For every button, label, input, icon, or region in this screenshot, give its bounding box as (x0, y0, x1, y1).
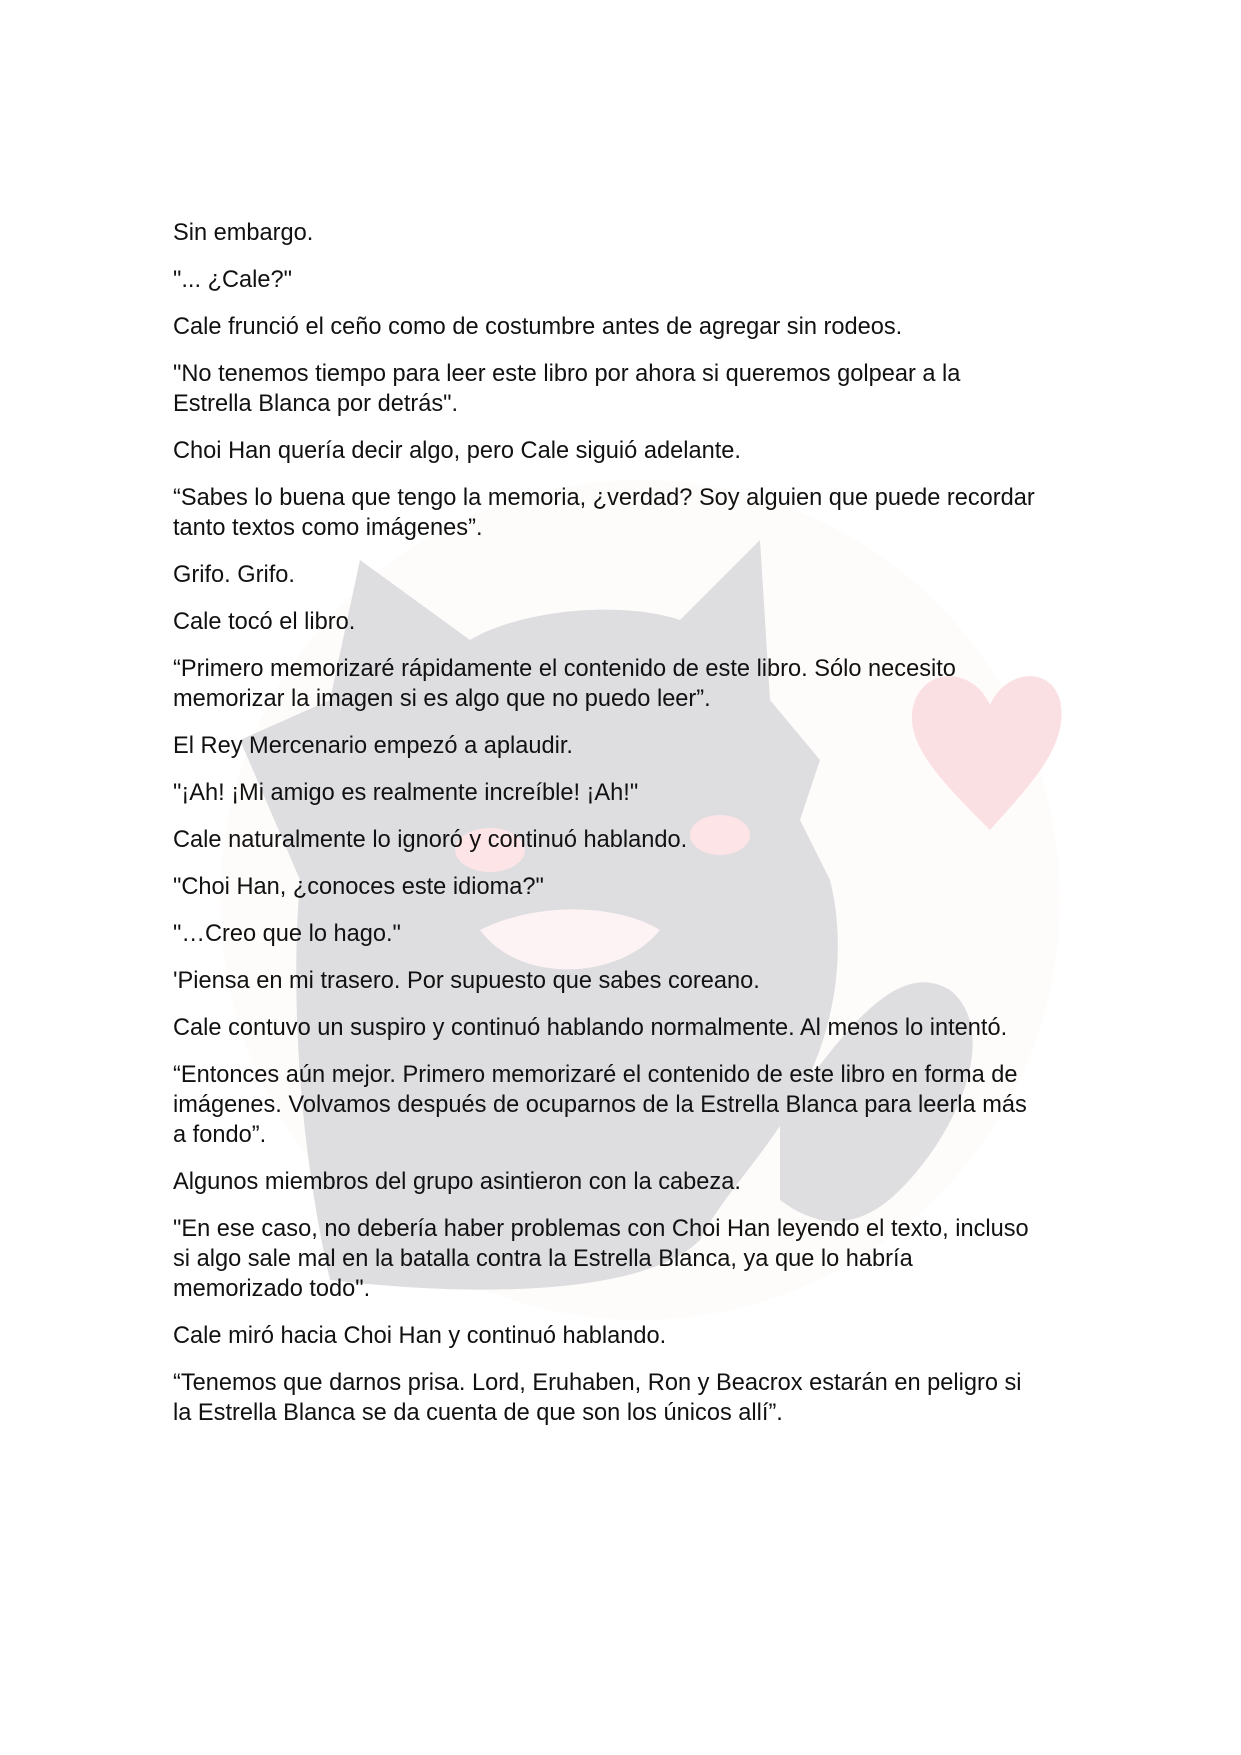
paragraph (173, 825, 1093, 855)
text-line: Sin embargo. (173, 220, 314, 246)
paragraph (173, 872, 1093, 902)
text-line: El Rey Mercenario empezó a aplaudir. (173, 733, 573, 759)
document-body (173, 218, 1093, 1445)
paragraph (173, 1214, 1093, 1304)
text-line: Estrella Blanca por detrás". (173, 391, 459, 417)
text-line: Cale naturalmente lo ignoró y continuó hablando. (173, 827, 688, 853)
paragraph (173, 731, 1093, 761)
paragraph (173, 265, 1093, 295)
paragraph (173, 654, 1093, 714)
paragraph (173, 218, 1093, 248)
text-line: la Estrella Blanca se da cuenta de que son los únicos allí”. (173, 1400, 783, 1426)
text-line: memorizar la imagen si es algo que no puedo leer”. (173, 686, 711, 712)
text-line: memorizado todo". (173, 1276, 371, 1302)
text-line: "... ¿Cale?" (173, 267, 293, 293)
paragraph (173, 1321, 1093, 1351)
text-line: “Tenemos que darnos prisa. Lord, Eruhaben, Ron y Beacrox estarán en peligro si (173, 1370, 1022, 1396)
paragraph (173, 436, 1093, 466)
paragraph (173, 1167, 1093, 1197)
text-line: “Sabes lo buena que tengo la memoria, ¿verdad? Soy alguien que puede recordar (173, 485, 1035, 511)
paragraph (173, 560, 1093, 590)
paragraph (173, 607, 1093, 637)
text-line: “Entonces aún mejor. Primero memorizaré el contenido de este libro en forma de (173, 1062, 1018, 1088)
text-line: si algo sale mal en la batalla contra la Estrella Blanca, ya que lo habría (173, 1246, 913, 1272)
text-line: "¡Ah! ¡Mi amigo es realmente increíble! ¡Ah!" (173, 780, 639, 806)
paragraph (173, 778, 1093, 808)
text-line: "Choi Han, ¿conoces este idioma?" (173, 874, 544, 900)
paragraph (173, 966, 1093, 996)
paragraph (173, 919, 1093, 949)
text-line: "No tenemos tiempo para leer este libro por ahora si queremos golpear a la (173, 361, 961, 387)
text-line: Cale tocó el libro. (173, 609, 356, 635)
paragraph (173, 1368, 1093, 1428)
paragraph (173, 1060, 1093, 1150)
paragraph (173, 1013, 1093, 1043)
text-line: "…Creo que lo hago." (173, 921, 401, 947)
paragraph (173, 483, 1093, 543)
text-line: Choi Han quería decir algo, pero Cale siguió adelante. (173, 438, 741, 464)
text-line: tanto textos como imágenes”. (173, 515, 483, 541)
text-line: Cale contuvo un suspiro y continuó hablando normalmente. Al menos lo intentó. (173, 1015, 1008, 1041)
text-line: Algunos miembros del grupo asintieron con la cabeza. (173, 1169, 741, 1195)
paragraph (173, 359, 1093, 419)
text-line: Grifo. Grifo. (173, 562, 295, 588)
text-line: “Primero memorizaré rápidamente el contenido de este libro. Sólo necesito (173, 656, 956, 682)
paragraph (173, 312, 1093, 342)
text-line: imágenes. Volvamos después de ocuparnos de la Estrella Blanca para leerla más (173, 1092, 1027, 1118)
text-line: "En ese caso, no debería haber problemas con Choi Han leyendo el texto, incluso (173, 1216, 1029, 1242)
text-line: Cale frunció el ceño como de costumbre antes de agregar sin rodeos. (173, 314, 903, 340)
text-line: 'Piensa en mi trasero. Por supuesto que sabes coreano. (173, 968, 760, 994)
text-line: a fondo”. (173, 1122, 267, 1148)
text-line: Cale miró hacia Choi Han y continuó hablando. (173, 1323, 667, 1349)
